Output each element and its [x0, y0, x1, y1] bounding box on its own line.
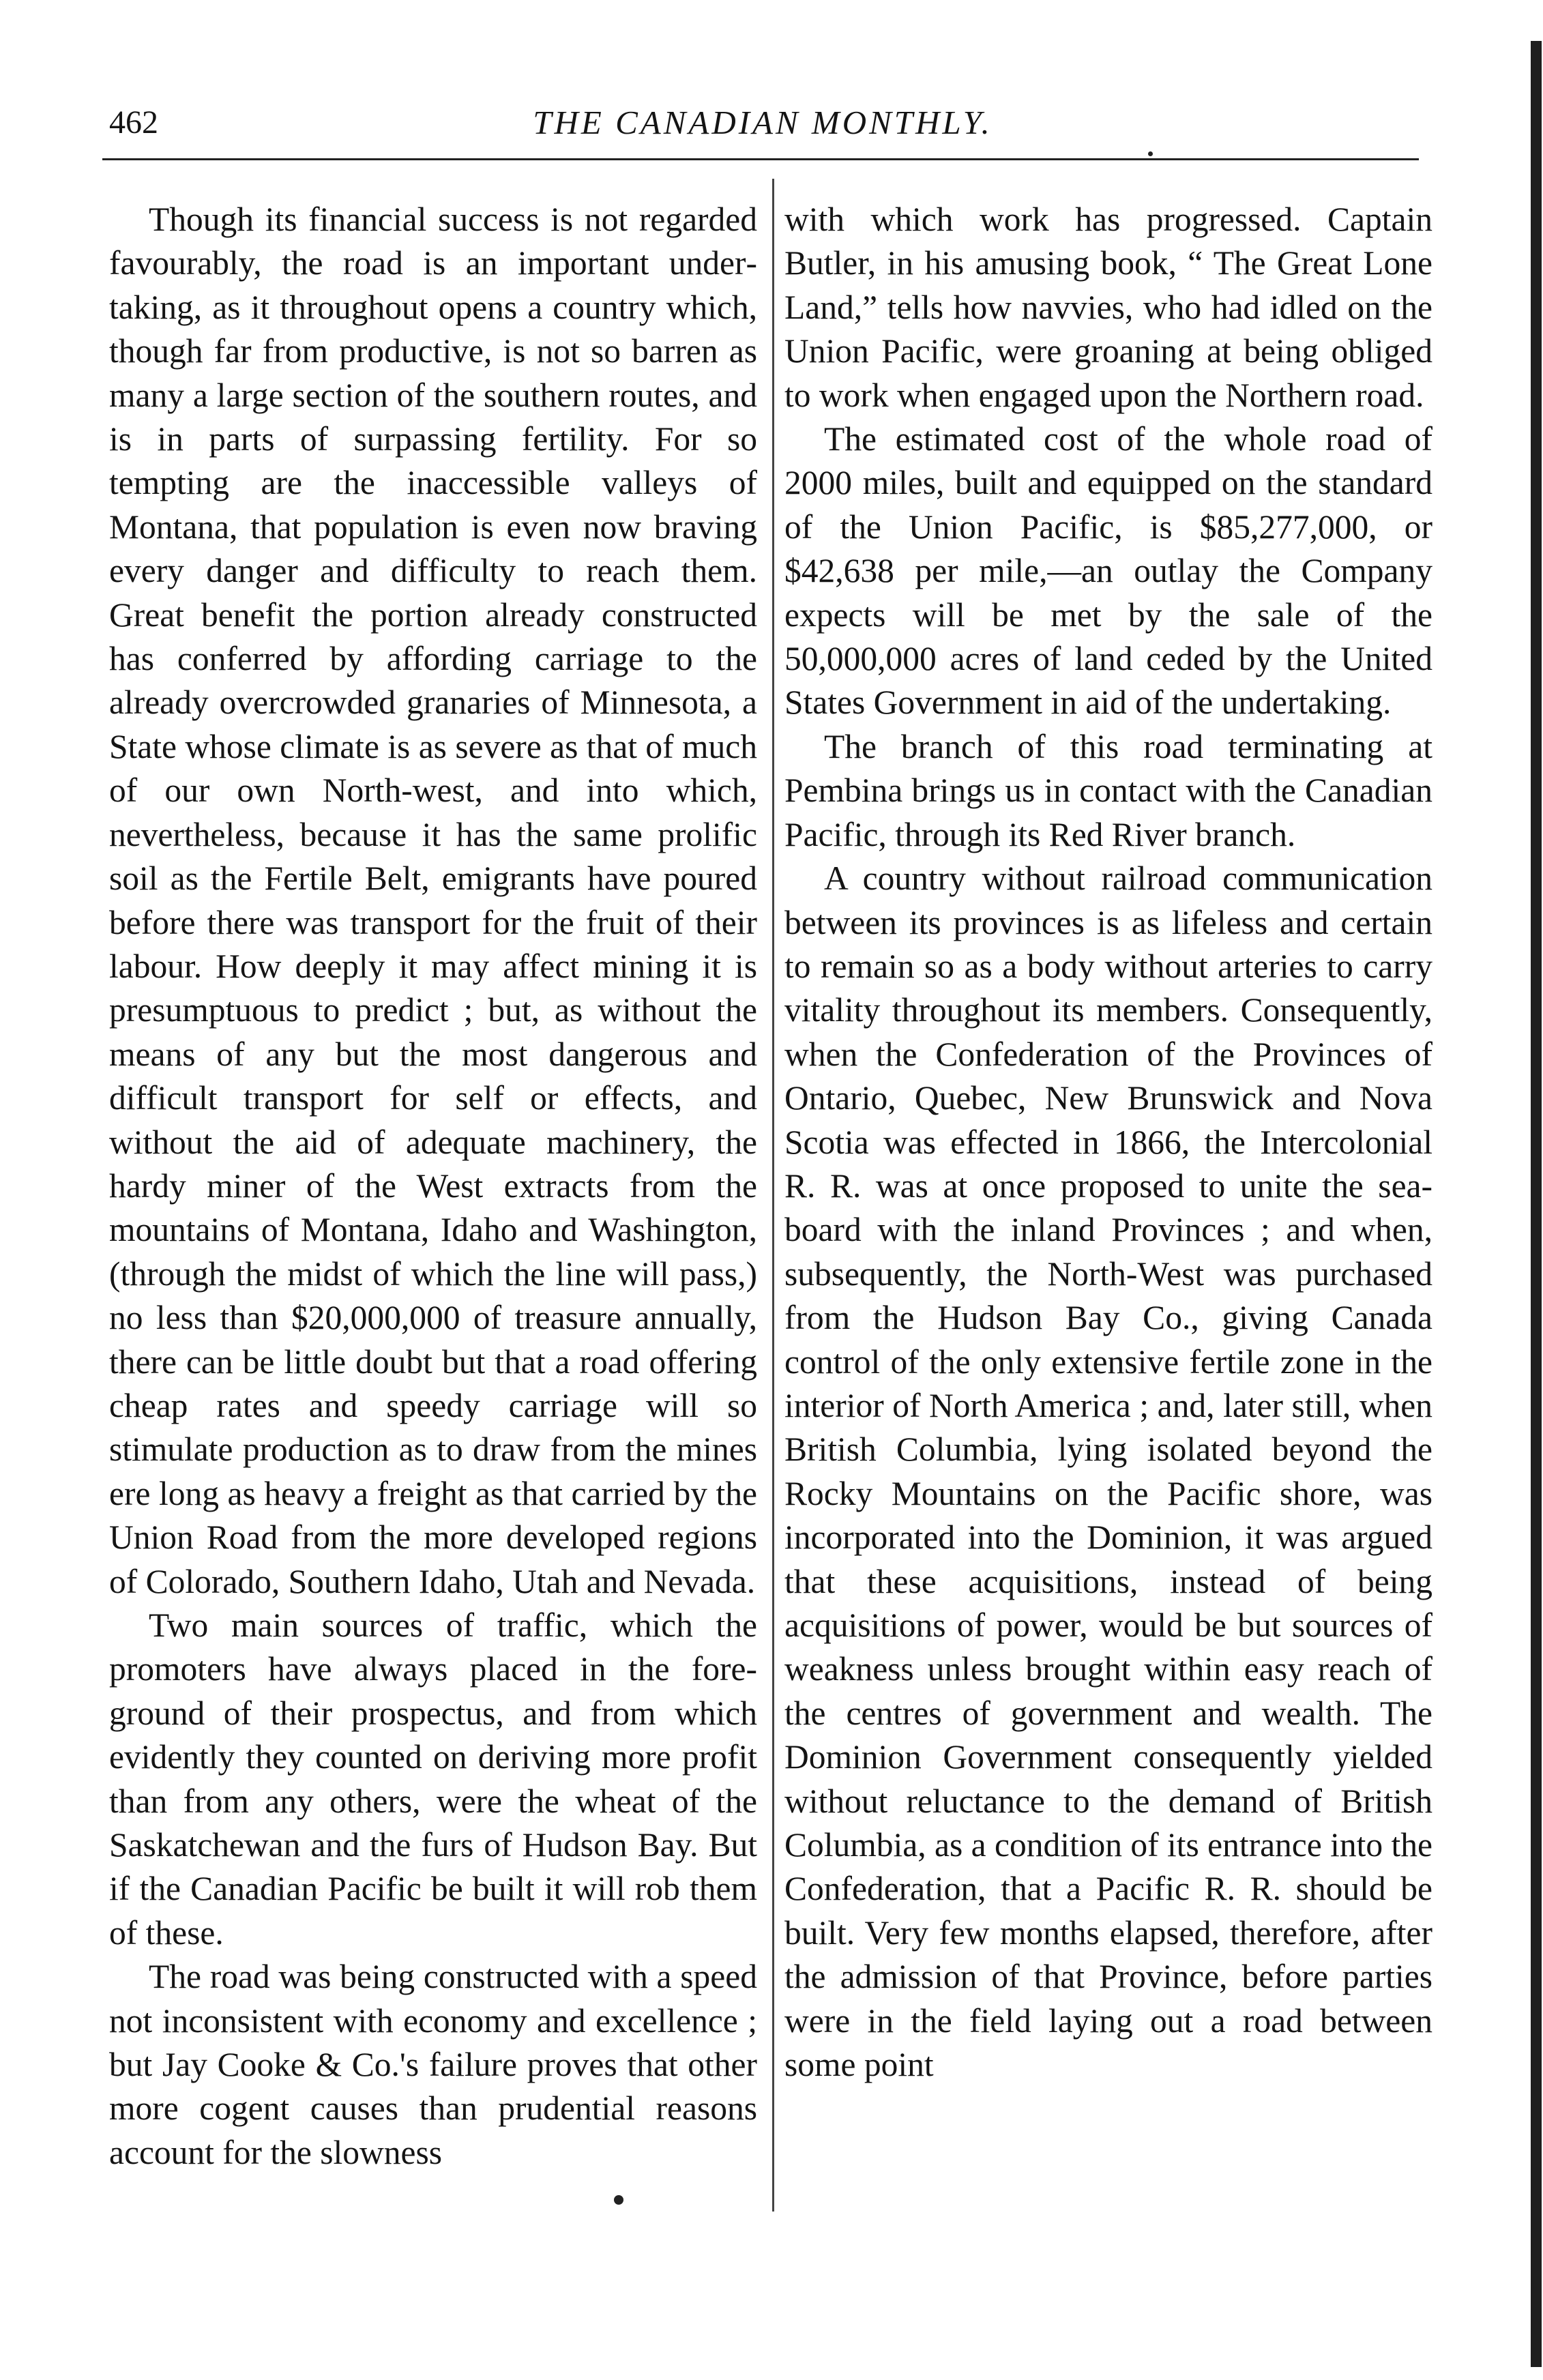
header-rule [102, 158, 1419, 160]
paragraph: The branch of this road terminating at Pembina brings us in contact with the Canadian Pacific, through its Red River branch. [784, 727, 1432, 853]
paragraph: The estimated cost of the whole road of 2000 miles, built and equipped on the standard of the Union Pacific, is $85,277,000, or $42,638 per mile,—an outlay the Company expects will be met by the sale of the 50,000,000 acres of land ceded by the United States Government in aid of the undertaking. [784, 420, 1432, 722]
column-divider [772, 179, 774, 2212]
speck-mark [1148, 151, 1153, 156]
printer-mark [614, 2195, 623, 2205]
paragraph: A country without railroad communication between its provinces is as lifeless and certain to remain so as a body without arteries to carry vitality throughout its members. Consequently, when the Confederation of the Provinces of Ontario, Quebec, New Brunswick and Nova Scotia was effected in 1866, the Intercolonial R. R. was at once proposed to unite the sea-board with the inland Provinces ; and when, subsequently, the North-West was purchased from the Hudson Bay Co., giving Canada control of the only extensive fertile zone in the interior of North America ; and, later still, when British Columbia, lying isolated beyond the Rocky Mountains on the Pacific shore, was incorporated into the Dominion, it was argued that these acquisitions, instead of being acquisitions of power, would be but sources of weakness unless brought within easy reach of the centres of government and wealth. The Dominion Government consequently yielded without reluctance to the demand of British Columbia, as a condition of its entrance into the Confederation, that a Pacific R. R. should be built. Very few months elapsed, therefore, after the admission of that Province, before parties were in the field laying out a road between some point [784, 860, 1432, 2084]
paragraph: Two main sources of traffic, which the promoters have always placed in the foreground of their prospectus, and from which evidently they counted on deriving more profit than from any others, were the wheat of the Saskatchewan and the furs of Hudson Bay. But if the Canadian Pacific be built it will rob them of these. [109, 1606, 757, 1952]
paragraph: with which work has progressed. Captain Butler, in his amusing book, “ The Great Lone Land,” tells how navvies, who had idled on the Union Pacific, were groaning at being obliged to work when engaged upon the Northern road. [784, 201, 1432, 414]
page-header [109, 102, 1416, 164]
paragraph: Though its financial success is not regarded favourably, the road is an important undertaking, as it throughout opens a country which, though far from productive, is not so barren as many a large section of the southern routes, and is in parts of surpassing fertility. For so tempting are the inaccessible valleys of Montana, that population is even now braving every danger and difficulty to reach them. Great benefit the portion already constructed has conferred by affording carriage to the already overcrowded granaries of Minnesota, a State whose climate is as severe as that of much of our own North-west, and into which, nevertheless, because it has the same prolific soil as the Fertile Belt, emigrants have poured before there was transport for the fruit of their labour. How deeply it may affect mining it is presumptuous to predict ; but, as without the means of any but the most dangerous and difficult transport for self or effects, and without the aid of adequate machinery, the hardy miner of the West extracts from the mountains of Montana, Idaho and Washington, (through the midst of which the line will pass,) no less than $20,000,000 of treasure annually, there can be little doubt but that a road offering cheap rates and speedy carriage will so stimulate production as to draw from the mines ere long as heavy a freight as that carried by the Union Road from the more developed regions of Colorado, Southern Idaho, Utah and Nevada. [109, 201, 757, 1600]
right-column [784, 198, 1432, 2087]
paragraph: The road was being constructed with a speed not inconsistent with economy and excellence ; but Jay Cooke & Co.'s failure proves that other more cogent causes than prudential reasons account for the slowness [109, 1958, 757, 2171]
page-number: 462 [109, 104, 158, 141]
left-column [109, 198, 757, 2175]
running-title: THE CANADIAN MONTHLY. [533, 104, 993, 141]
scan-edge-shadow [1531, 41, 1542, 2367]
